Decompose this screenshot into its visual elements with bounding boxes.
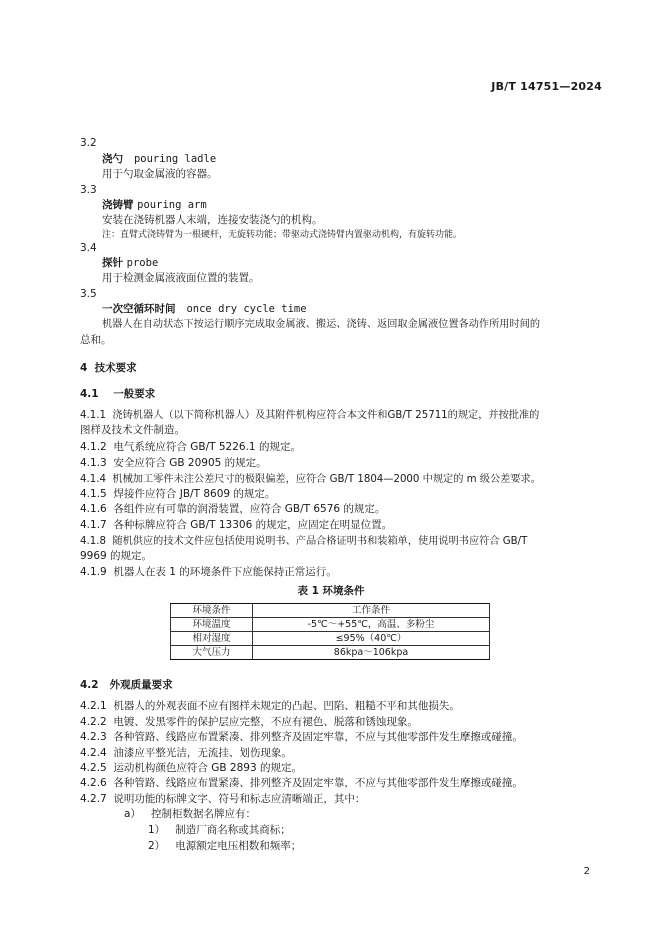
clause: 4.2.1 机器人的外观表面不应有图样未规定的凸起、凹陷、粗糙不平和其他损失。 [80,700,460,712]
table-header-row [171,604,490,618]
term-title [102,303,307,316]
clause-cont: 9969 的规定。 [80,550,153,562]
clause: 4.2.7 说明功能的标牌文字、符号和标志应清晰端正，其中： [80,793,366,805]
clause: 4.1.8 随机供应的技术文件应包括使用说明书、产品合格证明书和装箱单，使用说明书应符合 GB/T [80,536,528,547]
table-cell: 相对湿度 [171,632,253,646]
list-item: 2） 电源额定电压相数和频率； [148,840,302,852]
term-definition: 机器人在自动状态下按运行顺序完成取金属液、搬运、浇铸、返回取金属液位置各动作所用时间的 [102,319,541,330]
clause: 4.1.3 安全应符合 GB 20905 的规定。 [80,457,267,469]
term-number: 3.5 [80,288,97,300]
term-definition-cont: 总和。 [80,334,112,346]
table-cell: 大气压力 [171,646,253,660]
term-en: once dry cycle time [186,303,307,315]
environment-table [170,603,490,660]
term-en: probe [126,257,159,269]
clause: 4.1.9 机器人在表 1 的环境条件下应能保持正常运行。 [80,566,337,578]
table-title: 表 1 环境条件 [297,585,365,597]
page-number: 2 [583,866,590,877]
term-number: 3.3 [80,184,97,196]
term-cn: 浇勺 [102,153,123,165]
table-row [171,632,490,646]
term-note: 注：直臂式浇铸臂为一根硬杆，无旋转功能；带驱动式浇铸臂内置驱动机构，有旋转功能。 [102,230,463,240]
clause: 4.1.5 焊接件应符合 JB/T 8609 的规定。 [80,488,276,500]
clause: 4.2.3 各种管路、线路应布置紧凑、排列整齐及固定牢靠，不应与其他零部件发生摩擦或碰撞。 [80,731,523,743]
subsection-heading: 4.1 一般要求 [80,388,156,400]
term-number: 3.2 [80,137,97,149]
clause: 4.2.6 各种管路、线路应布置紧凑、排列整齐及固定牢靠，不应与其他零部件发生摩擦或碰撞。 [80,777,523,789]
term-en: pouring ladle [133,153,217,165]
table-cell: 86kpa～106kpa [253,646,490,660]
table-header: 环境条件 [171,604,253,618]
table-cell: 环境温度 [171,618,253,632]
clause: 4.2.2 电镀、发黑零件的保护层应完整，不应有褪色、脱落和锈蚀现象。 [80,716,418,728]
standard-code: JB/T 14751—2024 [491,80,602,93]
term-definition: 用于检测金属液液面位置的装置。 [102,272,260,284]
clause: 4.1.7 各种标牌应符合 GB/T 13306 的规定，应固定在明显位置。 [80,519,393,531]
table-row [171,618,490,632]
list-item: 1） 制造厂商名称或其商标； [148,824,291,836]
term-en: pouring arm [137,199,207,211]
term-title [102,199,207,212]
clause: 4.1.2 电气系统应符合 GB/T 5226.1 的规定。 [80,441,301,453]
clause-cont: 图样及技术文件制造。 [80,424,185,436]
section-heading: 4 技术要求 [80,362,137,374]
term-cn: 一次空循环时间 [102,303,176,315]
term-title [102,153,216,166]
list-item: a） 控制柜数据名牌应有： [124,808,256,820]
clause: 4.1.4 机械加工零件未注公差尺寸的极限偏差，应符合 GB/T 1804—2000 中规定的 m 级公差要求。 [80,474,541,485]
clause: 4.1.1 浇铸机器人（以下简称机器人）及其附件机构应符合本文件和GB/T 25711的规定，并按批准的 [80,410,540,421]
term-cn: 探针 [102,257,123,269]
clause: 4.2.4 油漆应平整光洁，无流挂、划伤现象。 [80,747,292,759]
term-title [102,257,158,270]
term-cn: 浇铸臂 [102,199,134,211]
table-cell: -5℃～+55℃，高温、多粉尘 [253,618,490,632]
clause: 4.1.6 各组件应有可靠的润滑装置，应符合 GB/T 6576 的规定。 [80,503,386,515]
term-number: 3.4 [80,242,97,254]
table-cell: ≤95%（40℃） [253,632,490,646]
term-definition: 用于勺取金属液的容器。 [102,168,218,180]
table-row [171,646,490,660]
clause: 4.2.5 运动机构颜色应符合 GB 2893 的规定。 [80,762,302,774]
table-header: 工作条件 [253,604,490,618]
subsection-heading: 4.2 外观质量要求 [80,679,173,691]
term-definition: 安装在浇铸机器人末端，连接安装浇勺的机构。 [102,214,323,226]
